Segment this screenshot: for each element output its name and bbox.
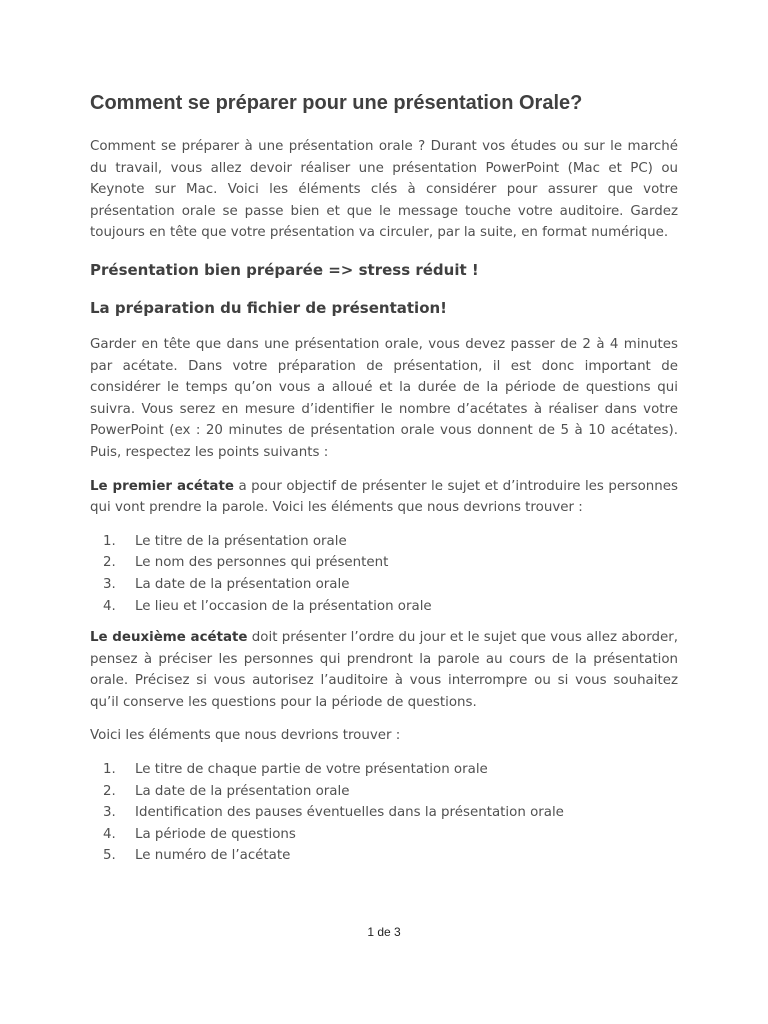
list-text: Identification des pauses éventuelles dans la présentation orale: [135, 805, 564, 821]
list-text: Le titre de la présentation orale: [135, 533, 347, 549]
list-text: La période de questions: [135, 826, 296, 842]
list-number: 5.: [103, 848, 116, 864]
list-item: [90, 824, 678, 846]
list-number: 4.: [103, 598, 116, 614]
page-number: 1 de 3: [367, 925, 401, 939]
list-text: La date de la présentation orale: [135, 576, 350, 592]
list-item: [90, 574, 678, 596]
page-title: Comment se préparer pour une présentation Orale?: [90, 92, 583, 114]
timing-paragraph: Garder en tête que dans une présentation orale, vous devez passer de 2 à 4 minutes par acétate. Dans votre préparation de présentation, il est donc important de considérer le temps qu’on vous a alloué et la durée de la période de questions qui suivra. Vous serez en mesure d’identifier le nombre d’acétates à réaliser dans votre PowerPoint (ex : 20 minutes de présentation orale vous donnent de 5 à 10 acétates). Puis, respectez les points suivants :: [90, 336, 678, 460]
list-text: Le lieu et l’occasion de la présentation orale: [135, 598, 432, 614]
second-slide-intro: Voici les éléments que nous devrions trouver :: [90, 728, 401, 744]
list-number: 3.: [103, 576, 116, 592]
list-item: [90, 531, 678, 553]
heading-stress: Présentation bien préparée => stress réduit !: [90, 260, 479, 279]
list-number: 4.: [103, 826, 116, 842]
list-number: 2.: [103, 555, 116, 571]
heading-preparation: La préparation du fichier de présentation!: [90, 298, 448, 317]
list-text: Le titre de chaque partie de votre présentation orale: [135, 762, 488, 778]
list-text: Le numéro de l’acétate: [135, 848, 291, 864]
intro-paragraph: Comment se préparer à une présentation orale ? Durant vos études ou sur le marché du travail, vous allez devoir réaliser une présentation PowerPoint (Mac et PC) ou Keynote sur Mac. Voici les éléments clés à considérer pour assurer que votre présentation orale se passe bien et que le message touche votre auditoire. Gardez toujours en tête que votre présentation va circuler, par la suite, en format numérique.: [90, 139, 678, 241]
list-item: [90, 552, 678, 574]
list-number: 2.: [103, 783, 116, 799]
list-item: [90, 781, 678, 803]
second-slide-list: [90, 759, 678, 867]
list-item: [90, 845, 678, 867]
second-slide-text: doit présenter l’ordre du jour et le sujet que vous allez aborder, pensez à préciser les personnes qui prendront la parole au cours de la présentation orale. Précisez si vous autorisez l’auditoire à vous interrompre ou si vous souhaitez qu’il conserve les questions pour la période de questions.: [90, 630, 678, 710]
list-item: [90, 802, 678, 824]
list-number: 1.: [103, 533, 116, 549]
list-item: [90, 596, 678, 618]
list-number: 1.: [103, 762, 116, 778]
first-slide-label: Le premier acétate: [90, 478, 234, 494]
document-body: [90, 88, 678, 877]
first-slide-paragraph: [90, 476, 678, 519]
second-slide-label: Le deuxième acétate: [90, 630, 248, 646]
list-text: La date de la présentation orale: [135, 783, 350, 799]
second-slide-paragraph: [90, 627, 678, 713]
first-slide-text: a pour objectif de présenter le sujet et d’introduire les personnes qui vont prendre la parole. Voici les éléments que nous devrions trouver :: [90, 478, 678, 516]
first-slide-list: [90, 531, 678, 617]
list-number: 3.: [103, 805, 116, 821]
list-item: [90, 759, 678, 781]
list-text: Le nom des personnes qui présentent: [135, 555, 389, 571]
